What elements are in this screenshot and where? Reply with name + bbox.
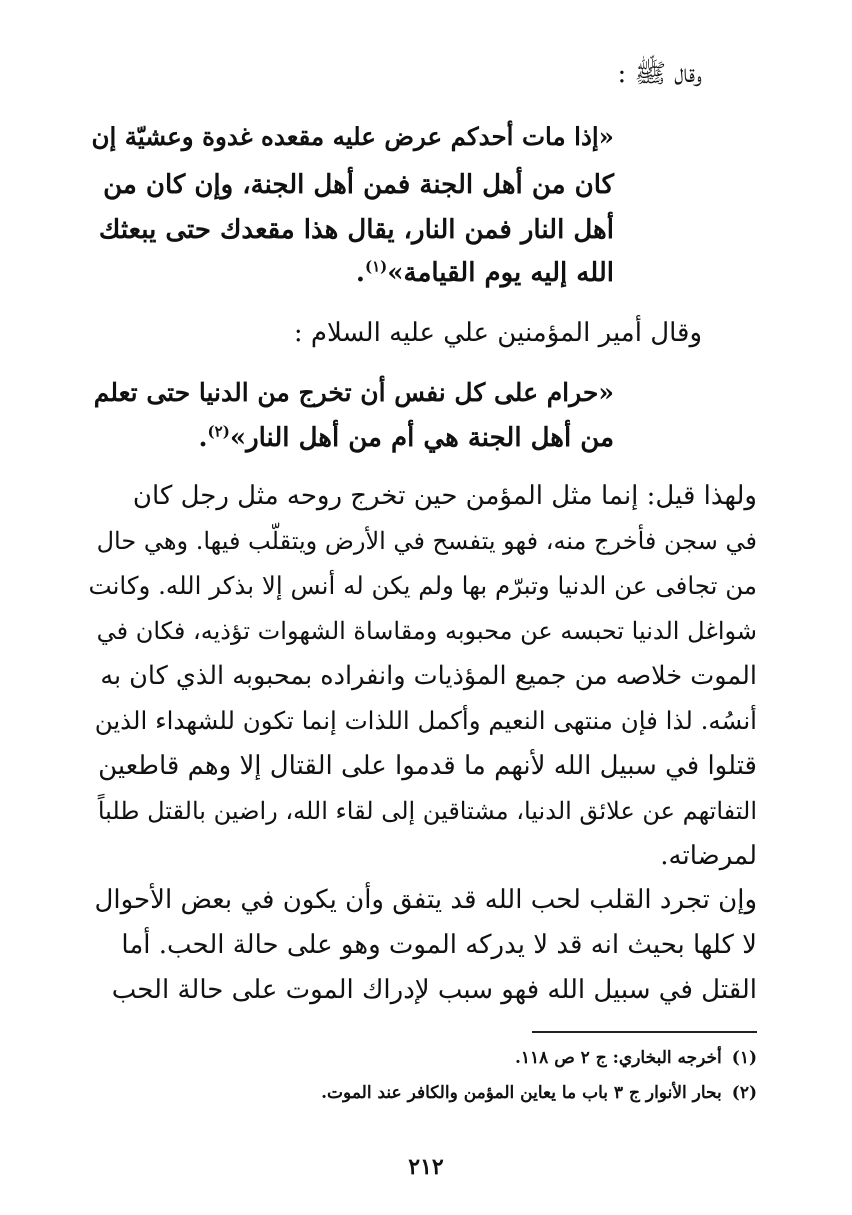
paragraph-1-line-8: التفاتهم عن علائق الدنيا، مشتاقين إلى لقاء الله، راضين بالقتل طلباً (97, 797, 757, 825)
intro-2-text: وقال أمير المؤمنين علي عليه السلام : (293, 318, 702, 348)
paragraph-1-line-7: قتلوا في سبيل الله لأنهم ما قدموا على القتال إلا وهم قاطعين (98, 751, 757, 781)
footnote-ref-1[interactable]: (١) (364, 257, 388, 276)
page-number: ٢١٢ (408, 1154, 444, 1180)
footnote-1-text: أخرجه البخاري: ج ٢ ص ١١٨. (514, 1048, 722, 1068)
quote-2-last-text: من أهل الجنة هي أم من أهل النار» (229, 423, 614, 453)
quote-1-line-4 (356, 253, 614, 293)
footnote-1-number: (١) (731, 1048, 757, 1068)
paragraph-1-line-6: أنسُه. لذا فإن منتهى النعيم وأكمل اللذات إنما تكون للشهداء الذين (94, 706, 757, 735)
quote-1-last-text: الله إليه يوم القيامة» (387, 258, 614, 288)
footnote-separator (532, 1031, 757, 1033)
paragraph-2-line-2: لا كلها بحيث انه قد لا يدركه الموت وهو على حالة الحب. أما (121, 930, 757, 960)
footnote-1 (515, 1045, 757, 1071)
footnote-2 (321, 1080, 757, 1106)
quote-1-line-3: أهل النار فمن النار، يقال هذا مقعدك حتى يبعثك (98, 215, 614, 245)
quote-1-end-mark: . (355, 258, 365, 288)
paragraph-1-line-5: الموت خلاصه من جميع المؤذيات وانفراده بمحبوبه الذي كان به (100, 661, 757, 691)
paragraph-1-line-2: في سجن فأخرج منه، فهو يتفسح في الأرض ويتقلّب فيها. وهي حال (96, 527, 757, 555)
quote-1-line-1: «إذا مات أحدكم عرض عليه مقعده غدوة وعشيّة إن (91, 122, 614, 151)
paragraph-2-line-1: وإن تجرد القلب لحب الله قد يتفق وأن يكون في بعض الأحوال (94, 885, 757, 915)
paragraph-1-line-3: من تجافى عن الدنيا وتبرّم بها ولم يكن له أنس إلا بذكر الله. وكانت (88, 571, 757, 600)
paragraph-1-line-9: لمرضاته. (660, 841, 757, 871)
footnote-2-text: بحار الأنوار ج ٣ باب ما يعاين المؤمن والكافر عند الموت. (321, 1083, 722, 1103)
paragraph-1-line-1: ولهذا قيل: إنما مثل المؤمن حين تخرج روحه مثل رجل كان (132, 481, 757, 511)
quote-2-line-1: «حرام على كل نفس أن تخرج من الدنيا حتى تعلم (93, 378, 614, 407)
intro-line-2 (294, 313, 702, 353)
footnote-2-number: (٢) (731, 1083, 757, 1103)
intro-line-1 (618, 54, 702, 94)
quote-2-line-2 (198, 418, 614, 458)
paragraph-1-line-4: شواغل الدنيا تحبسه عن محبوبه ومقاساة الشهوات تؤذيه، فكان في (96, 617, 757, 645)
paragraph-2-line-3: القتل في سبيل الله فهو سبب لإدراك الموت على حالة الحب (111, 975, 757, 1005)
intro-1-text: وقال ﷺ : (617, 59, 702, 89)
footnote-ref-2[interactable]: (٢) (207, 422, 230, 441)
quote-1-line-2: كان من أهل الجنة فمن أهل الجنة، وإن كان من (103, 170, 614, 200)
quote-2-end-mark: . (198, 423, 208, 453)
